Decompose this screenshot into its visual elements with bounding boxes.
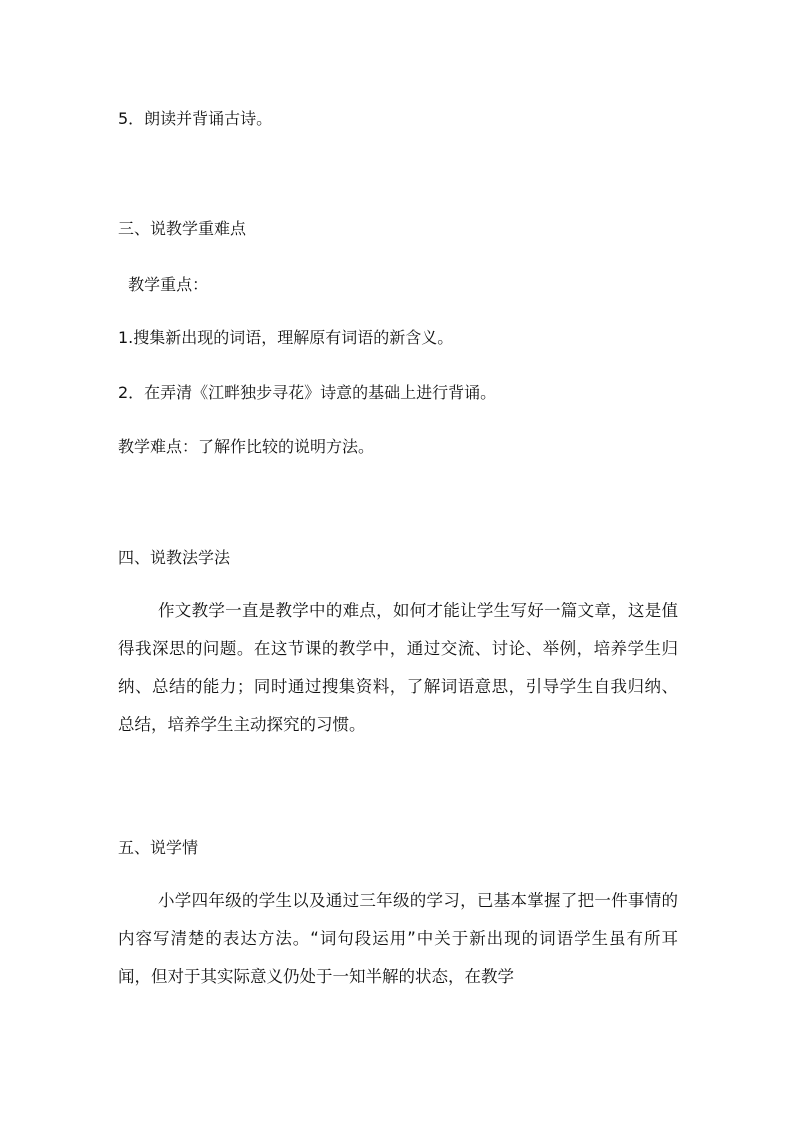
list-item-5: 5．朗读并背诵古诗。 <box>118 109 273 128</box>
key-point-2: 2．在弄清《江畔独步寻花》诗意的基础上进行背诵。 <box>118 383 497 402</box>
key-point-1: 1.搜集新出现的词语，理解原有词语的新含义。 <box>118 328 454 347</box>
section-5-paragraph: 小学四年级的学生以及通过三年级的学习，已基本掌握了把一件事情的内容写清楚的表达方法。“词句段运用”中关于新出现的词语学生虽有所耳闻，但对于其实际意义仍处于一知半解的状态，在教学 <box>118 891 678 986</box>
teaching-difficulty: 教学难点：了解作比较的说明方法。 <box>118 437 375 456</box>
section-heading-5: 五、说学情 <box>118 838 199 857</box>
section-heading-4: 四、说教法学法 <box>118 548 231 567</box>
key-points-label: 教学重点： <box>118 275 209 294</box>
section-4-paragraph: 作文教学一直是教学中的难点，如何才能让学生写好一篇文章，这是值得我深思的问题。在这节课的教学中，通过交流、讨论、举例，培养学生归纳、总结的能力；同时通过搜集资料，了解词语意思，引导学生自我归纳、总结，培养学生主动探究的习惯。 <box>118 601 678 734</box>
section-heading-3: 三、说教学重难点 <box>118 219 247 238</box>
